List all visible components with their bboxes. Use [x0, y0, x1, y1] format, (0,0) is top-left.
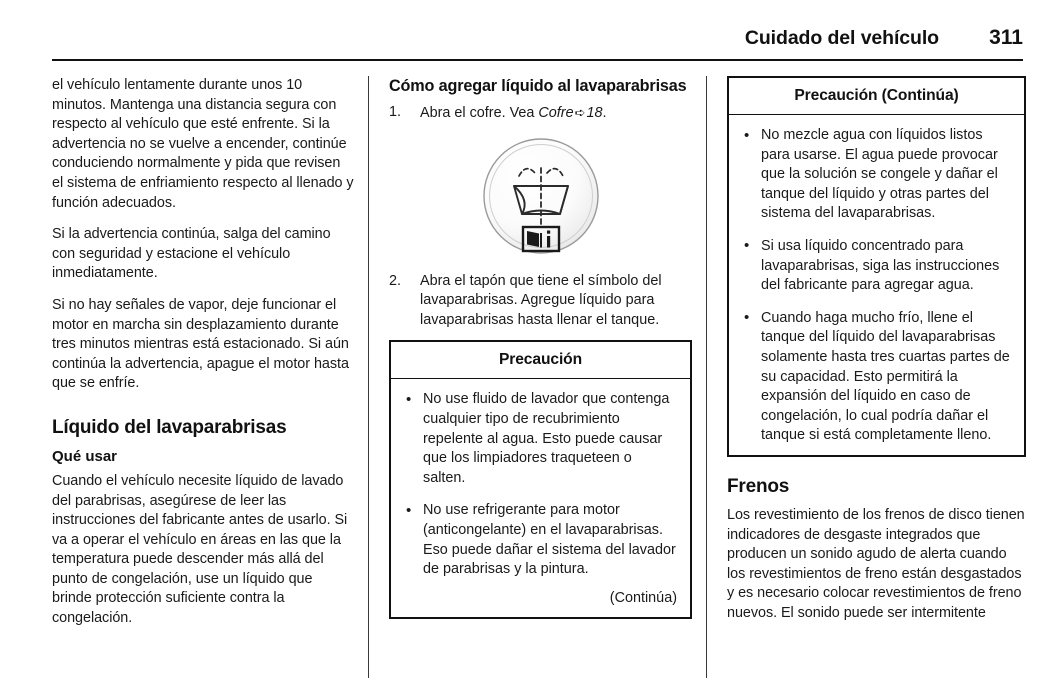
caution-body — [729, 115, 1024, 455]
subsection-heading-what-to-use: Qué usar — [52, 447, 118, 465]
bullet-icon: • — [744, 309, 750, 327]
caution-body — [391, 379, 690, 617]
numbered-steps-continued — [389, 272, 692, 331]
page-title: Cuidado del vehículo — [744, 27, 939, 49]
step-text: Abra el tapón que tiene el símbolo del lavaparabrisas. Agregue líquido para lavaparabrisas hasta llenar el tanque. — [420, 272, 662, 328]
list-item — [742, 237, 1011, 296]
bullet-icon: • — [406, 501, 412, 519]
caution-box-continued — [727, 76, 1026, 457]
bullet-icon: • — [406, 390, 412, 408]
page-number: 311 — [989, 26, 1023, 49]
caution-item-text: No use fluido de lavador que contenga cualquier tipo de recubrimiento repelente al agua. Esto puede causar que los limpiadores traqueteen o salten. — [423, 391, 670, 486]
caution-item-text: No mezcle agua con líquidos listos para usarse. El agua puede provocar que la solución se congele y dañar el tanque del líquido y otras partes del sistema del lavaparabrisas. — [761, 127, 998, 222]
column-1 — [52, 76, 354, 629]
list-item — [389, 103, 692, 124]
caution-item-text: No use refrigerante para motor (anticongelante) en el lavaparabrisas. Eso puede dañar el sistema del lavador de parabrisas y la pintura. — [423, 502, 676, 578]
cross-reference-arrow-icon: ➪ — [574, 105, 586, 120]
header-rule — [52, 59, 1023, 61]
list-item — [404, 501, 677, 579]
caution-box — [389, 340, 692, 619]
caution-item-list — [742, 126, 1011, 446]
page-header — [52, 26, 1023, 58]
caution-item-text: Si usa líquido concentrado para lavaparabrisas, siga las instrucciones del fabricante para agregar agua. — [761, 237, 1000, 294]
column-divider-1 — [368, 76, 369, 678]
section-heading-washer-fluid: Líquido del lavaparabrisas — [52, 416, 287, 438]
caution-title: Precaución (Continúa) — [729, 78, 1024, 115]
paragraph: Cuando el vehículo necesite líquido de lavado del parabrisas, asegúrese de leer las instrucciones del fabricante antes de usarlo. Si va a operar el vehículo en áreas en las que la temperatura puede descender más allá del punto de congelación, use un líquido que brinde protección suficiente contra la congelación. — [52, 472, 348, 627]
section-heading-brakes: Frenos — [727, 475, 790, 497]
column-2 — [389, 76, 692, 619]
column-3 — [727, 76, 1026, 623]
caution-item-text: Cuando haga mucho frío, llene el tanque del líquido del lavaparabrisas solamente hasta tres cuartas partes de su capacidad. Esto permitirá la expansión del líquido en caso de congelación, lo cual podría dañar el tanque si está completamente lleno. — [761, 309, 1010, 444]
paragraph: Si no hay señales de vapor, deje funcionar el motor en marcha sin desplazamiento durante tres minutos mientras está estacionado. Si aún continúa la advertencia, apague el motor hasta que se enfríe. — [52, 296, 349, 392]
caution-item-list — [404, 390, 677, 579]
step-number: 2. — [389, 272, 402, 289]
list-item — [742, 126, 1011, 224]
list-item — [742, 309, 1011, 446]
bullet-icon: • — [744, 126, 750, 144]
continued-label: (Continúa) — [609, 589, 677, 606]
cross-reference-page[interactable]: 18 — [586, 105, 603, 121]
washer-fluid-cap-symbol-icon — [479, 134, 603, 258]
paragraph: Si la advertencia continúa, salga del camino con seguridad y estacione el vehículo inmediatamente. — [52, 226, 331, 282]
step-text-suffix: . — [602, 105, 607, 121]
cross-reference-label[interactable]: Cofre — [538, 105, 574, 121]
step-text: Abra el cofre. Vea — [420, 105, 539, 121]
paragraph: el vehículo lentamente durante unos 10 minutos. Mantenga una distancia segura con respecto al vehículo que esté enfrente. Si la advertencia no se vuelve a encender, continúe conduciendo normalmente y pida que revisen el sistema de enfriamiento respecto al llenado y función adecuados. — [52, 77, 354, 211]
column-divider-2 — [706, 76, 707, 678]
list-item — [389, 272, 692, 331]
section-heading-how-to-add: Cómo agregar líquido al lavaparabrisas — [389, 77, 687, 95]
step-number: 1. — [389, 104, 402, 120]
bullet-icon: • — [744, 237, 750, 255]
paragraph: Los revestimiento de los frenos de disco tienen indicadores de desgaste integrados que producen un sonido agudo de alerta cuando los revestimientos de freno están desgastados y es necesario colocar revestimientos de freno nuevos. El sonido puede ser intermitente — [727, 506, 1025, 621]
caution-title: Precaución — [391, 342, 690, 379]
list-item — [404, 390, 677, 488]
washer-fluid-cap-figure — [389, 134, 692, 258]
numbered-steps — [389, 103, 692, 124]
